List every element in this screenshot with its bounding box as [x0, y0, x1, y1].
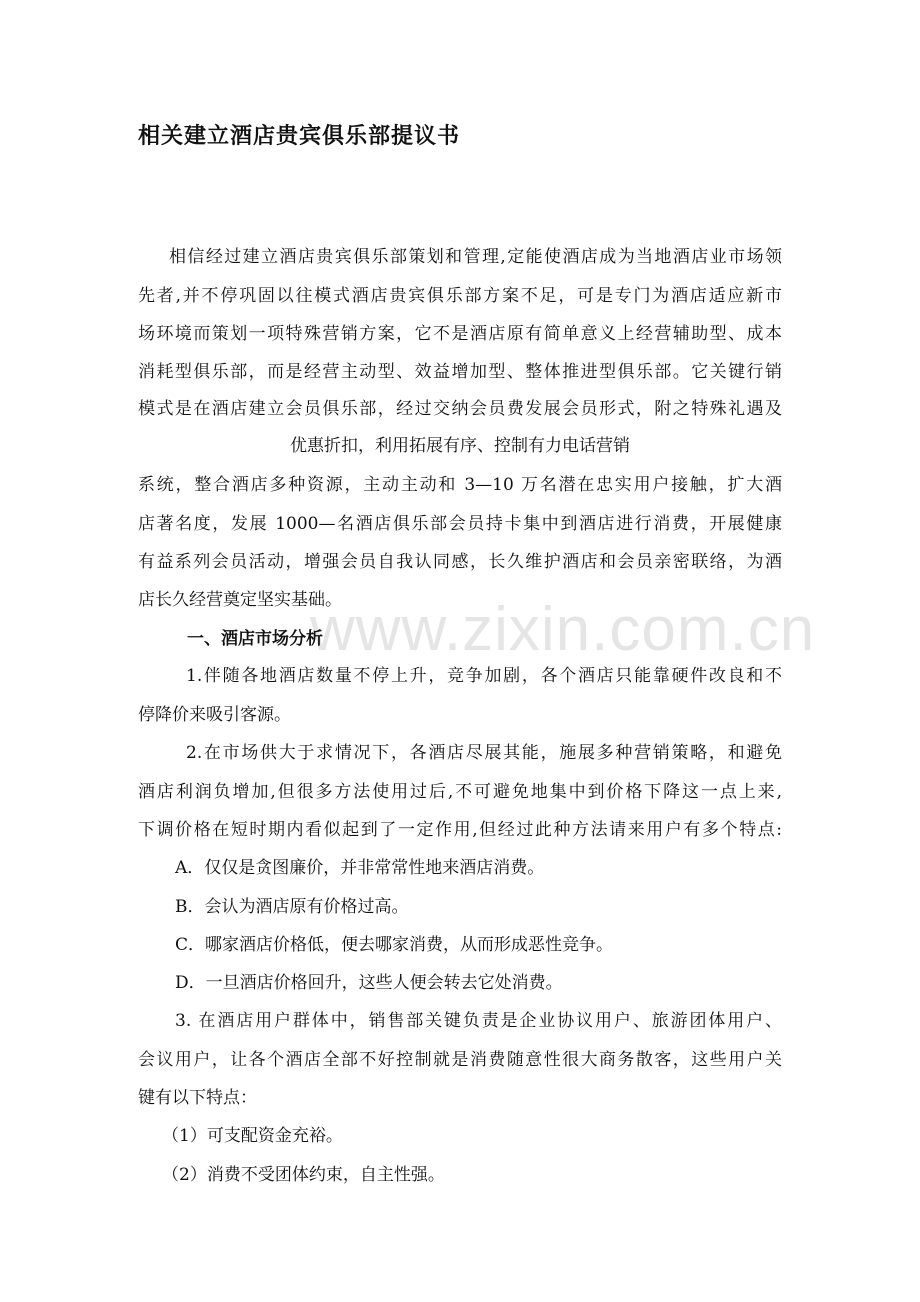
paragraph-line: 店著名度，发展 1000—名酒店俱乐部会员持卡集中到酒店进行消费，开展健康: [138, 514, 782, 534]
paragraph-line: 1.伴随各地酒店数量不停上升，竞争加剧，各个酒店只能靠硬件改良和不: [186, 666, 782, 686]
list-item: （1）可支配资金充裕。: [162, 1126, 343, 1146]
paragraph-line: 2.在市场供大于求情况下，各酒店尽展其能，施展多种营销策略，和避免: [186, 743, 782, 763]
list-item: B．会认为酒店原有价格过高。: [175, 897, 409, 917]
paragraph-line: 店长久经营奠定坚实基础。: [138, 590, 342, 610]
paragraph-line: 3. 在酒店用户群体中，销售部关键负责是企业协议用户、旅游团体用户、: [175, 1011, 782, 1031]
paragraph-line: 有益系列会员活动，增强会员自我认同感，长久维护酒店和会员亲密联络，为酒: [138, 552, 782, 572]
paragraph-line: 消耗型俱乐部，而是经营主动型、效益增加型、整体推进型俱乐部。它关键行销: [138, 362, 782, 382]
paragraph-line: 键有以下特点：: [138, 1088, 257, 1108]
paragraph-line: 相信经过建立酒店贵宾俱乐部策划和管理,定能使酒店成为当地酒店业市场领: [169, 247, 782, 267]
paragraph-line: 先者,并不停巩固以往模式酒店贵宾俱乐部方案不足，可是专门为酒店适应新市: [138, 286, 782, 306]
paragraph-line: 场环境而策划一项特殊营销方案，它不是酒店原有简单意义上经营辅助型、成本: [138, 324, 782, 344]
paragraph-line: 模式是在酒店建立会员俱乐部，经过交纳会员费发展会员形式，附之特殊礼遇及: [138, 399, 782, 419]
paragraph-line: 停降价来吸引客源。: [138, 705, 291, 725]
document-title: 相关建立酒店贵宾俱乐部提议书: [138, 124, 461, 149]
list-item: D．一旦酒店价格回升，这些人便会转去它处消费。: [175, 973, 563, 993]
paragraph-line: 系统，整合酒店多种资源，主动主动和 3—10 万名潜在忠实用户接触，扩大酒: [138, 475, 782, 495]
paragraph-line: 会议用户，让各个酒店全部不好控制就是消费随意性很大商务散客，这些用户关: [138, 1050, 782, 1070]
list-item: C．哪家酒店价格低，便去哪家消费，从而形成恶性竞争。: [175, 935, 614, 955]
paragraph-line: 优惠折扣，利用拓展有序、控制有力电话营销: [290, 436, 630, 456]
section-heading: 一、酒店市场分析: [187, 629, 323, 649]
paragraph-line: 酒店利润负增加,但很多方法使用过后,不可避免地集中到价格下降这一点上来,: [138, 782, 782, 802]
list-item: （2）消费不受团体约束，自主性强。: [162, 1165, 445, 1185]
watermark-text: www.zixin.com.cn: [310, 595, 816, 664]
list-item: A．仅仅是贪图廉价，并非常常性地来酒店消费。: [175, 858, 545, 878]
paragraph-line: 下调价格在短时期内看似起到了一定作用,但经过此种方法请来用户有多个特点:: [138, 820, 782, 840]
